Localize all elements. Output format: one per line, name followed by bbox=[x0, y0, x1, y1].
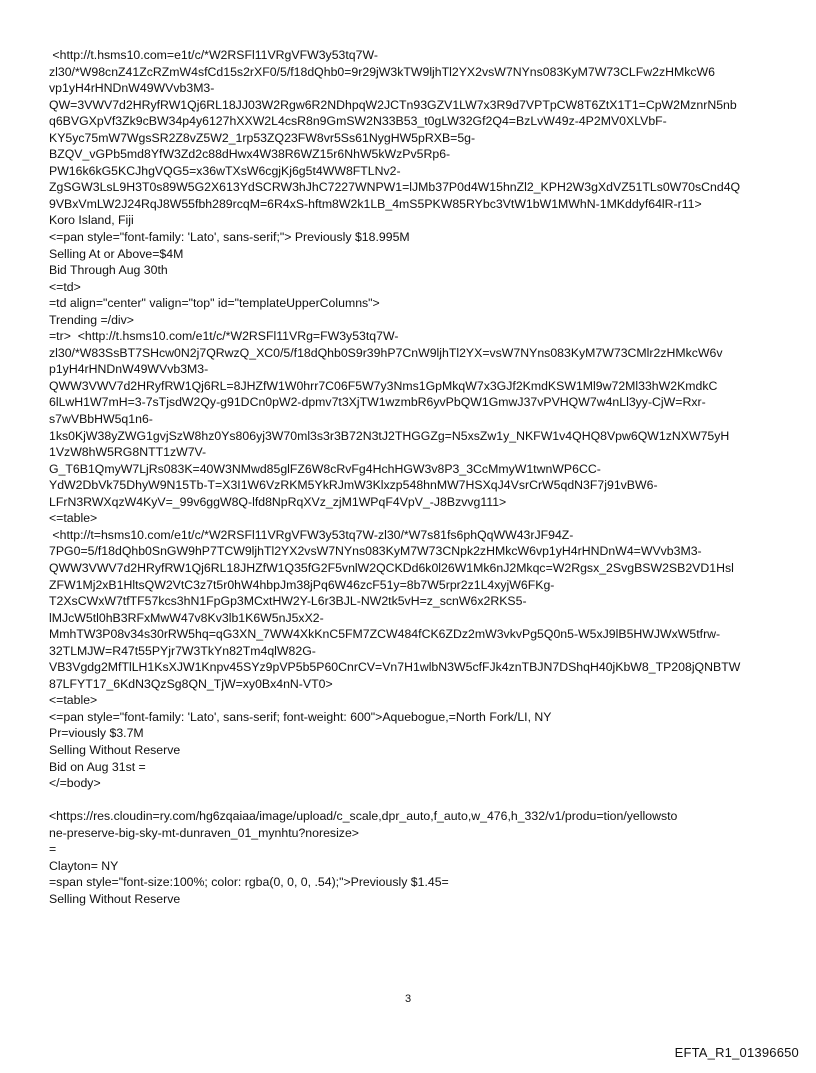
text-line: <=table> bbox=[49, 693, 98, 708]
text-line: BZQV_vGPb5md8YfW3Zd2c88dHwx4W38R6WZ15r6NhW5kWzPv5Rp6- bbox=[49, 147, 451, 162]
text-line: <=pan style="font-family: 'Lato', sans-serif; font-weight: 600">Aquebogue,=North Fork/LI, NY bbox=[49, 709, 552, 724]
text-line: ZgSGW3LsL9H3T0s89W5G2X613YdSCRW3hJhC7227WNPW1=lJMb37P0d4W15hnZl2_KPH2W3gXdVZ51TLs0W70sCnd4Q bbox=[49, 180, 741, 195]
page-number: 3 bbox=[404, 993, 412, 1005]
text-line: KY5yc75mW7WgsSR2Z8vZ5W2_1rp53ZQ23FW8vr5Ss61NygHW5pRXB=5g- bbox=[49, 130, 476, 145]
text-line: MmhTW3P08v34s30rRW5hq=qG3XN_7WW4XkKnC5FM7ZCW484fCK6ZDz2mW3vkvPg5Q0n5-W5xJ9lB5HWJWxW5tfrw- bbox=[49, 627, 721, 642]
text-line: 87LFYT17_6KdN3QzSg8QN_TjW=xy0Bx4nN-VT0> bbox=[49, 676, 333, 691]
text-line: T2XsCWxW7tfTF57kcs3hN1FpGp3MCxtHW2Y-L6r3BJL-NW2tk5vH=z_scnW6x2RKS5- bbox=[49, 594, 527, 609]
text-line: G_T6B1QmyW7LjRs083K=40W3NMwd85glFZ6W8cRvFg4HchHGW3v8P3_3CcMmyW1twnWP6CC- bbox=[49, 461, 601, 476]
text-line: Selling At or Above=$4M bbox=[49, 246, 184, 261]
bates-number: EFTA_R1_01396650 bbox=[674, 1045, 799, 1060]
text-line: ZFW1Mj2xB1HltsQW2VtC3z7t5r0hW4hbpJm38jPq6W46zcF51y=8b7W5rpr2z1L4xyjW6FKg- bbox=[49, 577, 555, 592]
text-line: YdW2DbVk75DhyW9N15Tb-T=X3I1W6VzRKM5YkRJmW3Klxzp548hnMW7HSXqJ4VsrCrW5qdN3F7j91vBW6- bbox=[49, 478, 658, 493]
text-line: Selling Without Reserve bbox=[49, 742, 181, 757]
text-line: Koro Island, Fiji bbox=[49, 213, 134, 228]
email-source-body bbox=[49, 47, 774, 907]
text-line: Pr=viously $3.7M bbox=[49, 726, 144, 741]
text-line: q6BVGXpVf3Zk9cBW34p4y6127hXXW2L4csR8n9GmSW2N33B53_t0gLW32Gf2Q4=BzLvW49z-4P2MV0XLVbF- bbox=[49, 114, 667, 129]
text-line: QWW3VWV7d2HRyfRW1Qj6RL=8JHZfW1W0hrr7C06F5W7y3Nms1GpMkqW7x3GJf2KmdKSW1Ml9w72Ml33hW2KmdkC bbox=[49, 378, 718, 393]
text-line: = bbox=[49, 842, 57, 857]
text-line bbox=[49, 792, 774, 809]
text-line: Trending =/div> bbox=[49, 312, 134, 327]
text-line: <=td> bbox=[49, 279, 81, 294]
text-line: p1yH4rHNDnW49WVvb3M3- bbox=[49, 362, 209, 377]
text-line: 1VzW8hW5RG8NTT1zW7V- bbox=[49, 445, 207, 460]
text-line: zl30/*W83SsBT7SHcw0N2j7QRwzQ_XC0/5/f18dQhb0S9r39hP7CnW9ljhTl2YX=vsW7NYns083KyM7W73CMlr2zHMkcW6v bbox=[49, 345, 723, 360]
text-line: <http://t=hsms10.com/e1t/c/*W2RSFl11VRgVFW3y53tq7W-zl30/*W7s81fs6phQqWW43rJF94Z- bbox=[49, 527, 574, 542]
text-line: ne-preserve-big-sky-mt-dunraven_01_mynhtu?noresize> bbox=[49, 825, 359, 840]
text-line: 6lLwH1W7mH=3-7sTjsdW2Qy-g91DCn0pW2-dpmv7t3XjTW1wzmbR6yvPbQW1GmwJ37vPVHQW7w4nLl3yy-CjW=Rxr- bbox=[49, 395, 706, 410]
text-line: 32TLMJW=R47t55PYjr7W3TkYn82Tm4qlW82G- bbox=[49, 643, 316, 658]
text-line: VB3Vgdg2MfTlLH1KsXJW1Knpv45SYz9pVP5b5P60CnrCV=Vn7H1wlbN3W5cfFJk4znTBJN7DShqH40jKbW8_TP208jQNBTW bbox=[49, 660, 741, 675]
text-line: zl30/*W98cnZ41ZcRZmW4sfCd15s2rXF0/5/f18dQhb0=9r29jW3kTW9ljhTl2YX2vsW7NYns083KyM7W73CLFw2zHMkcW6 bbox=[49, 64, 715, 79]
text-line: PW16k6kG5KCJhgVQG5=x36wTXsW6cgjKj6g5t4WW8FTLNv2- bbox=[49, 163, 401, 178]
text-line: QWW3VWV7d2HRyfRW1Qj6RL18JHZfW1Q35fG2F5vnlW2QCKDd6k0l26W1Mk6nJ2Mkqc=W2Rgsx_2SvgBSW2SB2VD1Hsl bbox=[49, 560, 734, 575]
text-line: 7PG0=5/f18dQhb0SnGW9hP7TCW9ljhTl2YX2vsW7NYns083KyM7W73CNpk2zHMkcW6vp1yH4rHNDnW4=WVvb3M3- bbox=[49, 544, 702, 559]
text-line: =tr> <http://t.hsms10.com/e1t/c/*W2RSFl11VRg=FW3y53tq7W- bbox=[49, 329, 399, 344]
text-line: s7wVBbHW5q1n6- bbox=[49, 412, 153, 427]
text-line: <http://t.hsms10.com=e1t/c/*W2RSFl11VRgVFW3y53tq7W- bbox=[49, 48, 378, 62]
text-line: 1ks0KjW38yZWG1gvjSzW8hz0Ys806yj3W70ml3s3r3B72N3tJ2THGGZg=N5xsZw1y_NKFW1v4QHQ8Vpw6QW1zNXW75yH bbox=[49, 428, 730, 443]
text-line: <https://res.cloudin=ry.com/hg6zqaiaa/image/upload/c_scale,dpr_auto,f_auto,w_476,h_332/v1/produ=tion/yellowsto bbox=[49, 809, 678, 824]
text-line: Bid Through Aug 30th bbox=[49, 263, 168, 278]
text-line: Selling Without Reserve bbox=[49, 891, 181, 906]
text-line: =span style="font-size:100%; color: rgba(0, 0, 0, .54);">Previously $1.45= bbox=[49, 875, 449, 890]
text-line: QW=3VWV7d2HRyfRW1Qj6RL18JJ03W2Rgw6R2NDhpqW2JCTn93GZV1LW7x3R9d7VPTpCW8T6ZtX1T1=CpW2MznrN5nb bbox=[49, 97, 737, 112]
text-line: <=pan style="font-family: 'Lato', sans-serif;"> Previously $18.995M bbox=[49, 230, 410, 245]
text-line: 9VBxVmLW2J24RqJ8W55fbh289rcqM=6R4xS-hftm8W2k1LB_4mS5PKW85RYbc3VtW1bW1MWhN-1MKddyf64lR-r11> bbox=[49, 196, 702, 211]
text-line: lMJcW5tl0hB3RFxMwW47v8Kv3lb1K6W5nJ5xX2- bbox=[49, 610, 324, 625]
text-line: </=body> bbox=[49, 776, 101, 791]
text-line: vp1yH4rHNDnW49WVvb3M3- bbox=[49, 81, 215, 96]
text-line: LFrN3RWXqzW4KyV=_99v6ggW8Q-lfd8NpRqXVz_zjM1WPqF4VpV_-J8Bzvvg111> bbox=[49, 494, 507, 509]
text-line: =td align="center" valign="top" id="templateUpperColumns"> bbox=[49, 296, 380, 311]
text-line: <=table> bbox=[49, 511, 98, 526]
text-line: Bid on Aug 31st = bbox=[49, 759, 146, 774]
text-line: Clayton= NY bbox=[49, 858, 119, 873]
